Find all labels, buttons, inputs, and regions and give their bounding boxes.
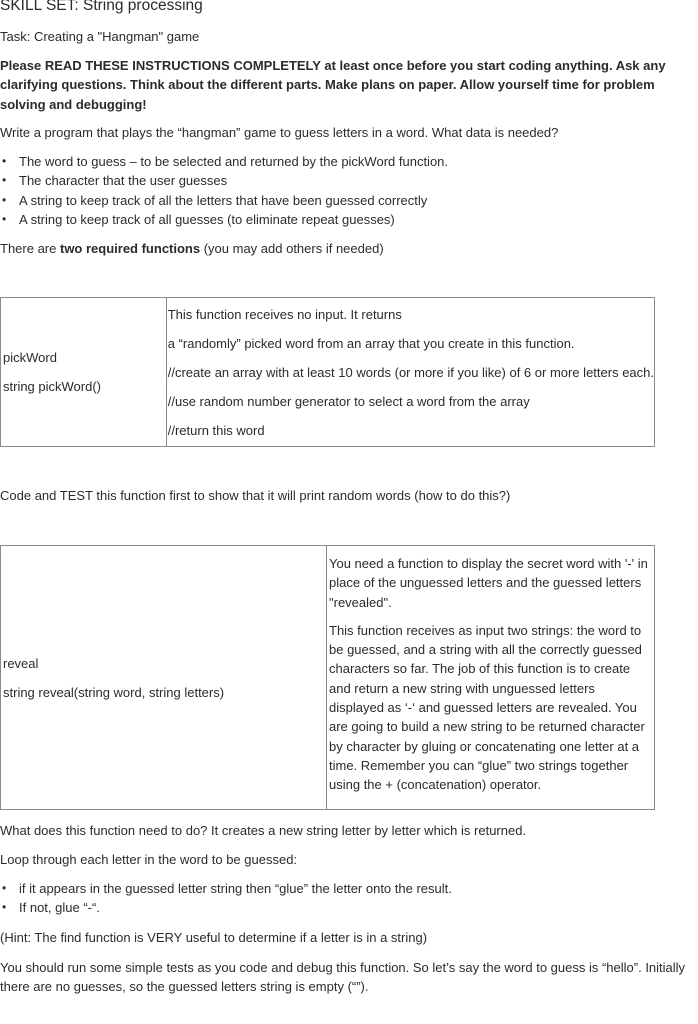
what-does-paragraph: What does this function need to do? It creates a new string letter by letter which is returned. <box>0 823 527 838</box>
test-note: Code and TEST this function first to show that it will print random words (how to do this?) <box>0 488 511 503</box>
pickword-line: This function receives no input. It returns <box>167 306 402 322</box>
list-item: • A string to keep track of all guesses (to eliminate repeat guesses) <box>0 210 448 229</box>
reveal-function-name: reveal <box>3 655 39 671</box>
hint-paragraph: (Hint: The find function is VERY useful to determine if a letter is in a string) <box>0 930 428 945</box>
pickword-table <box>0 297 655 447</box>
list-item: • A string to keep track of all the letters that have been guessed correctly <box>0 191 448 210</box>
reveal-description-paragraph: You need a function to display the secret word with '-' in place of the unguessed letters and the guessed letters "revealed". <box>329 556 648 610</box>
pickword-line: //use random number generator to select a word from the array <box>167 393 530 409</box>
data-needed-list <box>0 152 448 230</box>
list-item: • If not, glue “-“. <box>0 898 452 917</box>
pickword-signature: string pickWord() <box>3 379 102 394</box>
instructions-paragraph: Please READ THESE INSTRUCTIONS COMPLETELY at least once before you start coding anything. Ask any clarifying questions. Think about the different parts. Make plans on paper. Allow yourself time for problem solving and debugging! <box>0 58 666 112</box>
required-functions-paragraph: There are two required functions (you may add others if needed) <box>0 241 384 256</box>
reveal-table <box>0 545 655 810</box>
required-functions-emphasis: two required functions <box>59 241 201 256</box>
skill-set-heading: SKILL SET: String processing <box>0 0 203 14</box>
tests-paragraph: You should run some simple tests as you code and debug this function. So let’s say the word to guess is “hello”. Initially there are no guesses, so the guessed letters string is empty (“”). <box>0 960 686 995</box>
reveal-signature: string reveal(string word, string letters) <box>3 684 225 700</box>
reveal-description-cell <box>327 546 655 810</box>
reveal-description-paragraph: This function receives as input two strings: the word to be guessed, and a string with all the correctly guessed characters so far. The job of this function is to create and return a new string with unguessed letters displayed as ‘-‘ and guessed letters are revealed. You are going to build a new string to be returned character by character by gluing or concatenating one letter at a time. Remember you can “glue” two strings together using the + (concatenation) operator. <box>329 622 645 793</box>
reveal-name-cell <box>1 546 327 810</box>
intro-paragraph: Write a program that plays the “hangman” game to guess letters in a word. What data is needed? <box>0 125 559 140</box>
task-title: Task: Creating a "Hangman" game <box>0 29 200 44</box>
list-item: • The character that the user guesses <box>0 171 448 190</box>
pickword-line: a “randomly” picked word from an array that you create in this function. <box>167 335 575 351</box>
loop-steps-list <box>0 879 452 918</box>
list-item: • The word to guess – to be selected and returned by the pickWord function. <box>0 152 448 171</box>
pickword-name-cell <box>1 298 167 447</box>
pickword-function-name: pickWord <box>3 350 57 365</box>
pickword-line: //return this word <box>167 422 265 438</box>
pickword-line: //create an array with at least 10 words (or more if you like) of 6 or more letters each. <box>167 364 654 380</box>
pickword-description-cell <box>166 298 654 447</box>
list-item: • if it appears in the guessed letter string then “glue” the letter onto the result. <box>0 879 452 898</box>
loop-paragraph: Loop through each letter in the word to be guessed: <box>0 852 298 867</box>
